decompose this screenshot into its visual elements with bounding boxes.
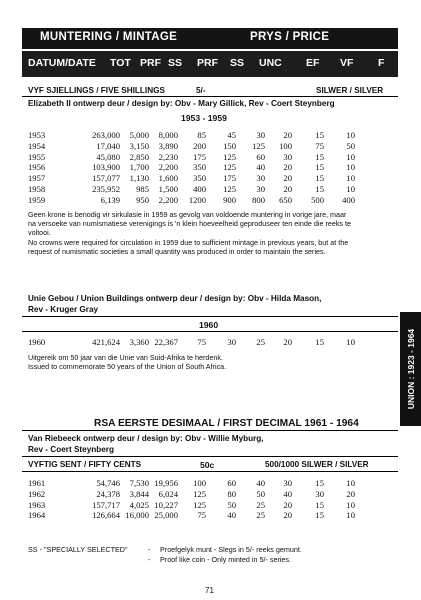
table-cell: 30: [227, 337, 236, 347]
table-cell: 8,000: [158, 130, 178, 140]
table-cell: 50: [256, 488, 265, 499]
table-cell: 40: [283, 488, 292, 499]
table-cell: 22,367: [154, 337, 178, 347]
table-cell: 40: [227, 510, 236, 521]
table-cell: 40: [256, 478, 265, 488]
note-af-line-3: voltooi.: [28, 228, 51, 238]
table-cell: 235,952: [92, 184, 120, 194]
table-cell: 400: [342, 194, 355, 205]
table-cell: 50: [227, 499, 236, 510]
table-cell: 10: [346, 499, 355, 510]
table-cell: 125: [223, 184, 236, 194]
year-cell: 1962: [28, 488, 46, 499]
table-cell: 20: [283, 337, 292, 347]
table-cell: 20: [283, 184, 292, 194]
table-cell: 950: [136, 194, 149, 205]
table-cell: 2,200: [158, 194, 178, 205]
table-cell: 400: [193, 184, 206, 194]
note-af-line-2: na versoeke van numismatiese verenigings is 'n klein hoeveelheid geproduseer ten einde die reeks te: [28, 219, 352, 229]
table-cell: 10: [346, 162, 355, 173]
table-cell: 20: [283, 510, 292, 521]
col-f: F: [378, 57, 385, 69]
side-tab-label: UNION : 1923 - 1964: [405, 328, 416, 410]
table-cell: 15: [315, 184, 324, 194]
table-cell: 125: [193, 488, 206, 499]
table-cell: 10: [346, 151, 355, 162]
table-cell: 1,600: [158, 173, 178, 184]
table-cell: 150: [223, 140, 236, 151]
table-cell: 54,746: [96, 478, 120, 488]
table-cell: 24,378: [96, 488, 120, 499]
table-cell: 100: [193, 478, 206, 488]
table-cell: 1,500: [158, 184, 178, 194]
table-cell: 3,360: [129, 337, 149, 347]
section2-design-line-1: Unie Gebou / Union Buildings ontwerp deur / design by: Obv - Hilda Mason,: [28, 294, 322, 303]
section3-title: RSA EERSTE DESIMAAL / FIRST DECIMAL 1961 - 1964: [94, 418, 359, 429]
year-cell: 1957: [28, 173, 46, 184]
table-cell: 3,890: [158, 140, 178, 151]
table-cell: 6,139: [100, 194, 120, 205]
section3-design-line-2: Rev - Coert Steynberg: [28, 445, 114, 454]
section2-note-line-1: Uitgereik om 50 jaar van die Unie van Suid-Afrika te herdenk.: [28, 353, 223, 362]
section2-rule-bottom: [22, 331, 398, 332]
table-cell: 200: [193, 140, 206, 151]
footnote-line-2: Proof like coin - Only minted in 5/- series.: [160, 555, 292, 564]
table-cell: 1200: [188, 194, 206, 205]
col-tot: TOT: [110, 57, 131, 69]
table-cell: 157,717: [92, 499, 120, 510]
year-cell: 1960: [28, 337, 46, 347]
table-cell: 103,900: [92, 162, 120, 173]
table-cell: 16,000: [125, 510, 149, 521]
table-cell: 10: [346, 130, 355, 140]
table-cell: 75: [197, 510, 206, 521]
table-cell: 25: [256, 499, 265, 510]
note-en-line-1: No crowns were required for circulation in 1959 due to sufficient mintage in previous years, but at the: [28, 237, 349, 247]
section3-rule-top: [22, 430, 398, 431]
section1-value: 5/-: [196, 86, 206, 95]
section2-rule-top: [22, 316, 398, 317]
table-cell: 25: [256, 510, 265, 521]
table-cell: 2,850: [129, 151, 149, 162]
table-cell: 30: [256, 173, 265, 184]
section1-denomination: VYF SJIELLINGS / FIVE SHILLINGS: [28, 86, 165, 95]
table-cell: 75: [197, 337, 206, 347]
section1-design: Elizabeth II ontwerp deur / design by: Obv - Mary Gillick, Rev - Coert Steynberg: [28, 99, 335, 108]
table-cell: 650: [279, 194, 292, 205]
section3-denomination: VYFTIG SENT / FIFTY CENTS: [28, 460, 142, 469]
section3-rule-bottom: [22, 471, 398, 472]
note-af-line-1: Geen krone is benodig vir sirkulasie in 1959 as gevolg van voldoende muntering in vorige jare, maar: [28, 210, 347, 219]
section3-rule-mid: [22, 456, 398, 457]
table-cell: 45,080: [96, 151, 120, 162]
section1-metal: SILWER / SILVER: [316, 86, 384, 95]
section1-notes: [28, 210, 392, 256]
footnote-dash-2: -: [148, 555, 151, 564]
table-cell: 175: [223, 173, 236, 184]
col-ss-mintage: SS: [168, 57, 183, 69]
section3-value: 50c: [200, 460, 215, 470]
section1-years: 1953 - 1959: [181, 113, 227, 123]
table-cell: 10: [346, 184, 355, 194]
year-cell: 1964: [28, 510, 46, 521]
year-cell: 1955: [28, 151, 46, 162]
table-cell: 7,530: [129, 478, 149, 488]
table-cell: 30: [283, 478, 292, 488]
year-cell: 1956: [28, 162, 46, 173]
mintage-price-header: [22, 28, 398, 49]
section2-notes: [28, 353, 392, 371]
table-cell: 20: [283, 130, 292, 140]
col-unc: UNC: [259, 57, 282, 69]
year-cell: 1961: [28, 478, 46, 488]
table-cell: 800: [252, 194, 265, 205]
section2-note-line-2: Issued to commemorate 50 years of the Union of South Africa.: [28, 362, 227, 372]
table-cell: 4,025: [129, 499, 149, 510]
year-cell: 1954: [28, 140, 46, 151]
section3-design-line-1: Van Riebeeck ontwerp deur / design by: Obv - Willie Myburg,: [28, 434, 264, 443]
table-cell: 30: [256, 130, 265, 140]
table-cell: 20: [283, 173, 292, 184]
table-cell: 10: [346, 173, 355, 184]
table-cell: 30: [315, 488, 324, 499]
year-cell: 1953: [28, 130, 46, 140]
table-cell: 350: [193, 162, 206, 173]
table-cell: 500: [311, 194, 324, 205]
table-cell: 421,624: [92, 337, 120, 347]
table-cell: 175: [193, 151, 206, 162]
table-cell: 20: [346, 488, 355, 499]
table-cell: 125: [223, 162, 236, 173]
col-prf-mintage: PRF: [140, 57, 161, 69]
table-cell: 125: [252, 140, 265, 151]
column-header-row: [22, 51, 398, 77]
table-cell: 157,077: [92, 173, 120, 184]
table-cell: 263,000: [92, 130, 120, 140]
side-tab: [400, 312, 421, 426]
table-cell: 10: [346, 478, 355, 488]
table-cell: 10: [346, 510, 355, 521]
table-cell: 25,000: [154, 510, 178, 521]
table-cell: 15: [315, 499, 324, 510]
table-cell: 350: [193, 173, 206, 184]
year-cell: 1958: [28, 184, 46, 194]
table-cell: 85: [197, 130, 206, 140]
table-cell: 900: [223, 194, 236, 205]
table-cell: 15: [315, 151, 324, 162]
table-cell: 10: [346, 337, 355, 347]
col-prf-price: PRF: [197, 57, 218, 69]
table-cell: 126,664: [92, 510, 120, 521]
table-cell: 985: [136, 184, 149, 194]
table-cell: 3,844: [129, 488, 149, 499]
section3-metal: 500/1000 SILWER / SILVER: [265, 460, 369, 469]
price-title: PRYS / PRICE: [250, 31, 330, 43]
table-cell: 1,130: [129, 173, 149, 184]
table-cell: 45: [227, 130, 236, 140]
table-cell: 6,024: [158, 488, 178, 499]
table-cell: 80: [227, 488, 236, 499]
table-cell: 60: [227, 478, 236, 488]
year-cell: 1959: [28, 194, 46, 205]
table-cell: 60: [256, 151, 265, 162]
table-cell: 15: [315, 130, 324, 140]
table-cell: 125: [193, 499, 206, 510]
table-cell: 25: [256, 337, 265, 347]
table-cell: 5,000: [129, 130, 149, 140]
footnote-line-1: Proefgelyk munt - Slegs in 5/- reeks gemunt.: [160, 545, 302, 554]
table-cell: 2,200: [158, 162, 178, 173]
footnote-key: SS - "SPECIALLY SELECTED": [28, 545, 128, 554]
year-cell: 1963: [28, 499, 46, 510]
section1-rule: [22, 96, 398, 97]
table-cell: 17,040: [96, 140, 120, 151]
table-cell: 20: [283, 499, 292, 510]
table-cell: 15: [315, 478, 324, 488]
table-cell: 125: [223, 151, 236, 162]
table-cell: 30: [283, 151, 292, 162]
table-cell: 1,700: [129, 162, 149, 173]
table-cell: 3,150: [129, 140, 149, 151]
table-cell: 10,227: [154, 499, 178, 510]
table-cell: 40: [256, 162, 265, 173]
table-cell: 15: [315, 510, 324, 521]
table-cell: 30: [256, 184, 265, 194]
table-cell: 50: [346, 140, 355, 151]
table-cell: 2,230: [158, 151, 178, 162]
section2-years: 1960: [199, 320, 219, 330]
note-en-line-2: request of numismatic societies a small quantity was produced in order to maintain the series.: [28, 246, 326, 256]
col-date: DATUM/DATE: [28, 57, 96, 69]
table-cell: 15: [315, 337, 324, 347]
table-cell: 19,956: [154, 478, 178, 488]
table-cell: 15: [315, 162, 324, 173]
table-cell: 20: [283, 162, 292, 173]
table-cell: 15: [315, 173, 324, 184]
footnote-dash-1: -: [148, 545, 151, 554]
section2-design-line-2: Rev - Kruger Gray: [28, 305, 99, 314]
mintage-title: MUNTERING / MINTAGE: [40, 31, 178, 43]
table-cell: 100: [279, 140, 292, 151]
col-vf: VF: [340, 57, 354, 69]
col-ef: EF: [306, 57, 320, 69]
table-cell: 75: [315, 140, 324, 151]
col-ss-price: SS: [230, 57, 245, 69]
page-number: 71: [205, 586, 214, 595]
